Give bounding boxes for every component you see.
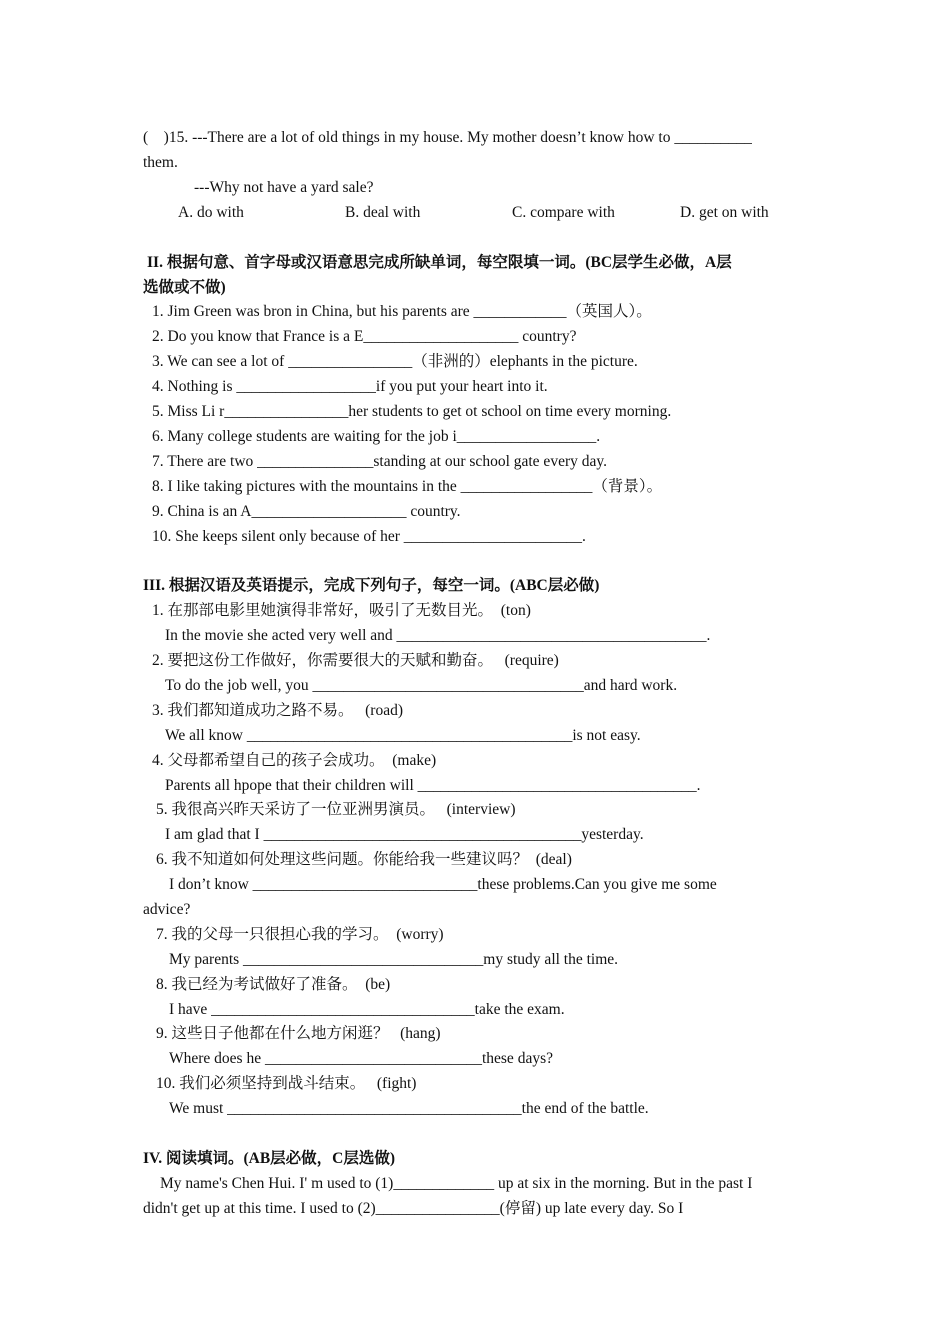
section2-heading: II. 根据句意、首字母或汉语意思完成所缺单词，每空限填一词。(BC层学生必做，A层 (147, 254, 732, 271)
q15-option-a: A. do with (178, 204, 244, 221)
section2-item: 4. Nothing is __________________if you put your heart into it. (152, 378, 548, 395)
section3-item-en: Where does he ____________________________these days? (169, 1050, 553, 1067)
section3-item-cn: 9. 这些日子他都在什么地方闲逛？ (hang) (156, 1025, 441, 1042)
section2-item: 2. Do you know that France is a E____________________ country? (152, 328, 577, 345)
section3-item-cn: 5. 我很高兴昨天采访了一位亚洲男演员。 (interview) (156, 801, 516, 818)
section2-item: 3. We can see a lot of ________________（非洲的）elephants in the picture. (152, 353, 638, 370)
section3-item-cn: 10. 我们必须坚持到战斗结束。 (fight) (156, 1075, 417, 1092)
q15-option-d: D. get on with (680, 204, 769, 221)
section4-paragraph-line: My name's Chen Hui. I' m used to (1)_____________ up at six in the morning. But in the past I (160, 1175, 753, 1192)
q15-option-b: B. deal with (345, 204, 421, 221)
section2-item: 9. China is an A____________________ country. (152, 503, 461, 520)
q15-option-c: C. compare with (512, 204, 615, 221)
section4-paragraph-line: didn't get up at this time. I used to (2)________________(停留) up late every day. So I (143, 1200, 684, 1217)
q15-line1: ( )15. ---There are a lot of old things in my house. My mother doesn’t know how to __________ (143, 129, 752, 146)
section3-heading: III. 根据汉语及英语提示，完成下列句子，每空一词。(ABC层必做) (143, 577, 600, 594)
section2-item: 6. Many college students are waiting for the job i__________________. (152, 428, 601, 445)
section3-item-cn: 3. 我们都知道成功之路不易。 (road) (152, 702, 403, 719)
section3-item-en: We all know __________________________________________is not easy. (165, 727, 641, 744)
section3-item-en: I am glad that I _________________________________________yesterday. (165, 826, 644, 843)
section3-item-en: My parents _______________________________my study all the time. (169, 951, 619, 968)
section3-item-en: We must ______________________________________the end of the battle. (169, 1100, 649, 1117)
section3-item-en-cont: advice? (143, 901, 191, 918)
section2-item: 7. There are two _______________standing at our school gate every day. (152, 453, 607, 470)
section2-item: 8. I like taking pictures with the mountains in the _________________（背景）。 (152, 478, 663, 495)
section2-item: 10. She keeps silent only because of her _______________________. (152, 528, 586, 545)
section4-heading: IV. 阅读填词。(AB层必做，C层选做) (143, 1150, 396, 1167)
section3-item-cn: 2. 要把这份工作做好，你需要很大的天赋和勤奋。 (require) (152, 652, 559, 669)
q15-line3: ---Why not have a yard sale? (194, 179, 374, 196)
section3-item-en: In the movie she acted very well and ________________________________________. (165, 627, 711, 644)
section2-heading-cont: 选做或不做) (143, 279, 226, 296)
section3-item-cn: 6. 我不知道如何处理这些问题。你能给我一些建议吗？ (deal) (156, 851, 572, 868)
section3-item-en: Parents all hpope that their children will ____________________________________. (165, 777, 701, 794)
section3-item-en: To do the job well, you ___________________________________and hard work. (165, 677, 678, 694)
section3-item-cn: 7. 我的父母一只很担心我的学习。 (worry) (156, 926, 444, 943)
section3-item-cn: 1. 在那部电影里她演得非常好，吸引了无数目光。 (ton) (152, 602, 531, 619)
section3-item-en: I don’t know _____________________________these problems.Can you give me some (169, 876, 717, 893)
section3-item-en: I have __________________________________take the exam. (169, 1001, 565, 1018)
section2-item: 5. Miss Li r________________her students to get ot school on time every morning. (152, 403, 672, 420)
q15-line2: them. (143, 154, 178, 171)
section3-item-cn: 4. 父母都希望自己的孩子会成功。 (make) (152, 752, 437, 769)
section3-item-cn: 8. 我已经为考试做好了准备。 (be) (156, 976, 391, 993)
section2-item: 1. Jim Green was bron in China, but his parents are ____________（英国人）。 (152, 303, 652, 320)
